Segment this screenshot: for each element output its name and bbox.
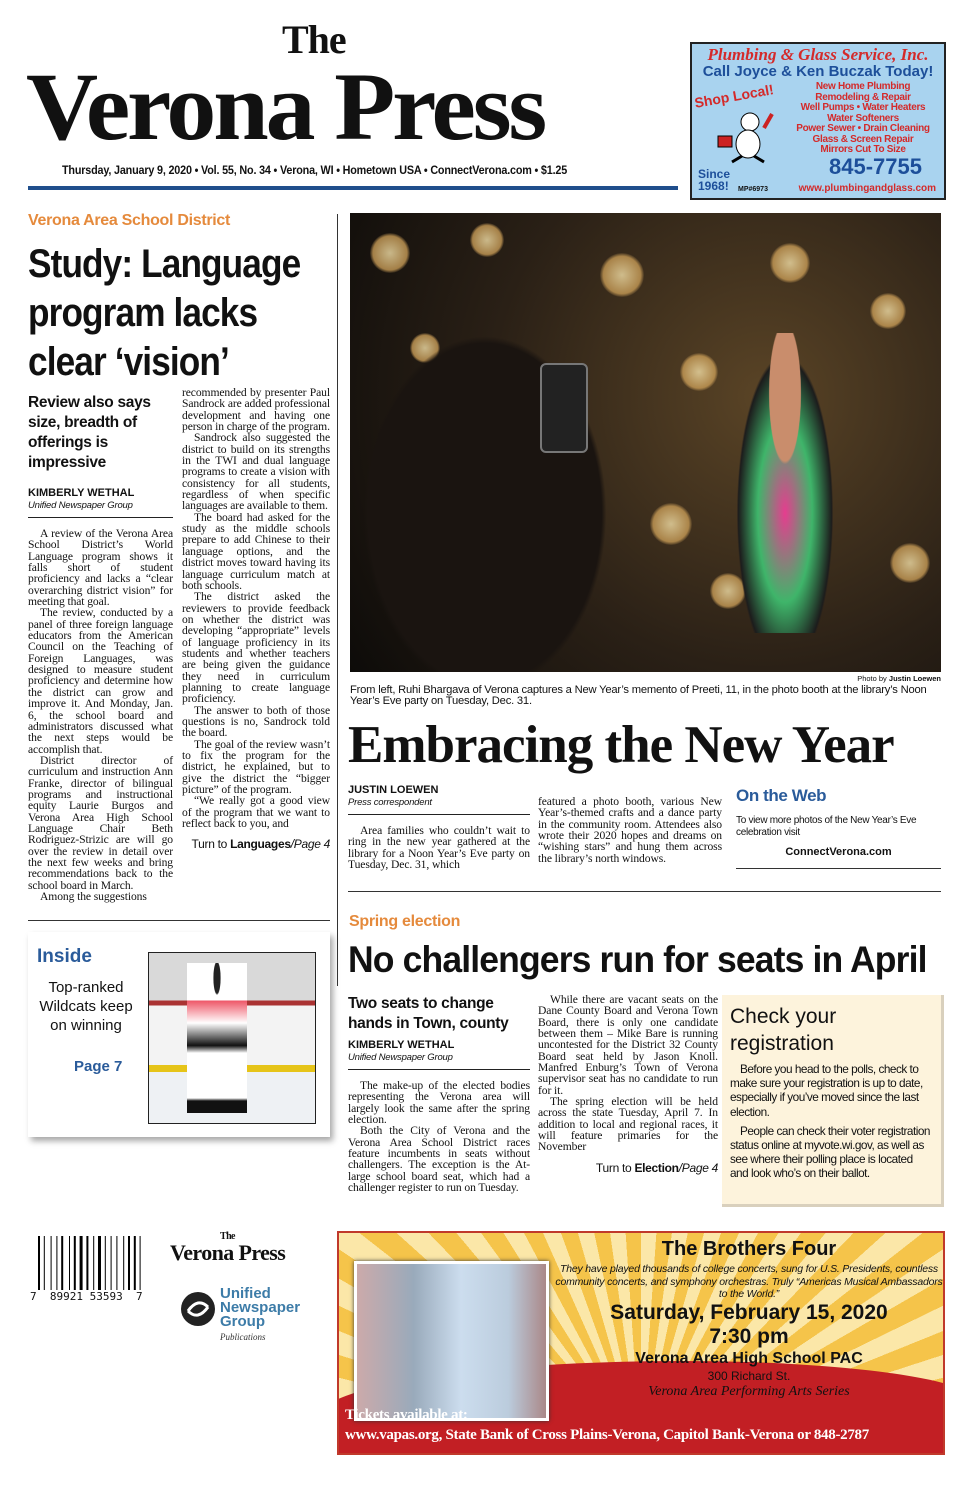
ad-service-item: New Home Plumbing xyxy=(815,81,911,92)
lead-byline-org: Unified Newspaper Group xyxy=(28,500,133,511)
ad-company: Plumbing & Glass Service, Inc. xyxy=(707,45,929,64)
paragraph: “We really got a good view of the program that we want to reflect back to you, and xyxy=(182,794,330,831)
on-the-web-title: On the Web xyxy=(736,786,827,805)
concert-blurb: They have played thousands of college concerts, sung for U.S. Presidents, countless community concerts, and symphony orchestras. Truly “Americas Musical Ambassadors to the World.” xyxy=(555,1263,943,1300)
paragraph: Among the suggestions xyxy=(40,890,147,903)
lead-byline-name: KIMBERLY WETHAL xyxy=(28,487,135,499)
inside-page-link[interactable]: Page 7 xyxy=(74,1058,123,1076)
ad-service-item: Well Pumps • Water Heaters xyxy=(800,102,926,113)
barcode-bar xyxy=(134,1236,136,1292)
inside-teaser-text: Top-ranked Wildcats keep on winning xyxy=(39,979,133,1035)
hockey-photo xyxy=(148,952,316,1124)
election-byline-org: Unified Newspaper Group xyxy=(348,1052,453,1063)
paragraph: The answer to both of those questions is no, Sandrock told the board. xyxy=(182,703,330,740)
masthead-the: The xyxy=(282,17,346,62)
barcode-bar xyxy=(140,1236,141,1292)
tickets-label: Tickets available at: xyxy=(345,1407,468,1423)
election-jump-link[interactable] xyxy=(538,1161,718,1175)
ung-name xyxy=(220,1287,310,1343)
barcode-bar xyxy=(51,1236,52,1292)
election-byline-name: KIMBERLY WETHAL xyxy=(348,1039,455,1051)
divider xyxy=(736,868,941,869)
paragraph: The district asked the reviewers to provide feedback on whether the district was developing “appropriate” levels of language proficiency in its students and whether teachers are being given the guidance they need in curriculum planning to create language proficiency. xyxy=(182,590,330,706)
election-column-right xyxy=(538,994,718,1175)
paragraph: While there are vacant seats on the Dane County Board and Verona Town Board, there is only one candidate between them – Mike Bare is running uncontested for the District 32 County Board seat held by Jason Knoll. Manfred Enburg’s Town of Verona supervisor seat has no candidate to run for it. xyxy=(538,993,718,1097)
barcode-bar xyxy=(61,1236,63,1292)
masthead-title: Verona Press xyxy=(26,53,545,160)
ad-website[interactable]: www.plumbingandglass.com xyxy=(798,183,936,194)
lead-column-right xyxy=(182,387,330,851)
election-column-2 xyxy=(538,994,718,1153)
masthead-rule xyxy=(28,186,678,190)
jump-prefix: Turn to xyxy=(595,1160,635,1175)
byline-divider xyxy=(28,517,173,518)
ung-swirl-icon xyxy=(180,1291,216,1327)
lead-columns xyxy=(28,387,330,902)
barcode-bar xyxy=(98,1236,101,1292)
ad-shop-local: Shop Local! xyxy=(693,81,775,111)
photo-column-left xyxy=(348,784,530,870)
byline-divider xyxy=(348,1069,530,1070)
barcode-bar xyxy=(128,1236,130,1292)
photo-byline-name: JUSTIN LOEWEN xyxy=(348,784,439,796)
ad-phone: 845-7755 xyxy=(829,154,922,179)
paragraph: The spring election will be held across the state Tuesday, April 7. In addition to local and regional races, it will feature primaries for the November xyxy=(538,1095,718,1154)
barcode-bar xyxy=(56,1236,57,1292)
lead-subhead: Review also says size, breadth of offerings is impressive xyxy=(28,394,151,471)
byline-divider xyxy=(348,814,530,815)
inside-title: Inside xyxy=(37,946,92,968)
ung-text: Unified Newspaper Group xyxy=(220,1285,301,1330)
ad-service-item: Remodeling & Repair xyxy=(815,91,911,103)
ad-service-item: Mirrors Cut To Size xyxy=(820,144,906,155)
tickets-where[interactable]: www.vapas.org, State Bank of Cross Plains-Verona, Capitol Bank-Verona or 848-2787 xyxy=(345,1427,869,1443)
paragraph: The board had asked for the study as the middle schools prepare to add Chinese to their language options, and the district moves toward having its language curriculum match at both schools. xyxy=(182,510,330,592)
concert-date: Saturday, February 15, 2020 xyxy=(610,1301,888,1324)
lead-column-2 xyxy=(182,387,330,829)
paragraph: Area families who couldn’t wait to ring in the new year gathered at the library for a Noon Year’s Eve party on Tuesday, Dec. 31, which xyxy=(348,824,530,872)
concert-venue: Verona Area High School PAC xyxy=(635,1350,863,1367)
paragraph: Sandrock also suggested the district to build on its strengths in the TWI and dual language programs to create a vision with consistency for all students, regardless of when specific languages are available to them. xyxy=(182,431,330,513)
election-column-left xyxy=(348,994,530,1193)
barcode-bar xyxy=(105,1236,106,1292)
brothers-four-photo xyxy=(354,1261,549,1421)
photo-byline-org: Press correspondent xyxy=(348,797,432,808)
credit-name: Justin Loewen xyxy=(888,674,941,683)
photo-caption: From left, Ruhi Bhargava of Verona captures a New Year’s memento of Preeti, 11, in the photo booth at the library’s Noon Year’s Eve party on Tuesday, Dec. 31. xyxy=(350,684,927,707)
unified-newspaper-group-logo xyxy=(180,1285,325,1342)
barcode-bar xyxy=(44,1236,45,1292)
jump-section: Election xyxy=(634,1160,679,1175)
dateline: Thursday, January 9, 2020 • Vol. 55, No. 34 • Verona, WI • Hometown USA • ConnectVerona.com • $1.25 xyxy=(62,163,568,177)
concert-address: 300 Richard St. xyxy=(707,1369,791,1383)
barcode-bar xyxy=(111,1236,112,1292)
photo-headline[interactable]: Embracing the New Year xyxy=(348,716,894,774)
barcode-bar xyxy=(123,1236,124,1292)
paragraph: Both the City of Verona and the Verona Area School District races feature incumbents in seats without challengers. The exception is the At-large school board seat, which had a challenger register to run on Tuesday. xyxy=(348,1124,530,1195)
election-headline[interactable]: No challengers run for seats in April xyxy=(348,939,927,980)
verona-press-logo xyxy=(170,1231,286,1266)
barcode-bar xyxy=(86,1236,88,1292)
ad-license: MP#6973 xyxy=(738,186,768,193)
ad-service-item: Power Sewer • Drain Cleaning xyxy=(796,123,930,134)
photo-column-2 xyxy=(538,796,722,864)
left-column xyxy=(28,211,330,1137)
section-divider xyxy=(348,891,941,892)
paragraph: The make-up of the elected bodies representing the Verona area will largely look the same after the spring election. xyxy=(348,1079,530,1127)
ad-service-item: Water Softeners xyxy=(827,112,899,124)
paragraph: recommended by presenter Paul Sandrock are added professional development and having one person in charge of the program. xyxy=(182,386,330,434)
election-column-1 xyxy=(348,1080,530,1193)
paragraph: The goal of the review wasn’t to fix the program for the district, he explained, but to give the district the “bigger picture” of the program. xyxy=(182,737,330,797)
barcode-digits: 7 89921 53593 7 xyxy=(30,1290,152,1303)
jump-prefix: Turn to xyxy=(191,837,231,852)
barcode-bar xyxy=(116,1236,117,1292)
inside-teaser[interactable] xyxy=(28,932,330,1137)
barcode-bar xyxy=(69,1236,70,1292)
credit-prefix: Photo by xyxy=(857,674,889,683)
ad-call: Call Joyce & Ken Buczak Today! xyxy=(702,63,934,80)
lead-jump-link[interactable] xyxy=(182,837,330,851)
barcode-bar xyxy=(74,1236,76,1292)
paragraph: featured a photo booth, various New Year’s-themed crafts and a dance party in the community room. Attendees also wrote their 2020 hopes and dreams on “wishing stars” and hung them across the library’s north windows. xyxy=(538,795,722,865)
ad-service-item: Glass & Screen Repair xyxy=(812,133,914,145)
on-the-web-text: To view more photos of the New Year’s Eve celebration visit xyxy=(736,815,917,838)
election-columns xyxy=(348,994,718,1193)
jump-section: Languages xyxy=(230,837,291,852)
paragraph: People can check their voter registration status online at myvote.wi.gov, as well as see where their polling place is located and look who’s on their ballot. xyxy=(730,1123,930,1181)
plumbing-ad[interactable] xyxy=(690,42,946,200)
election-kicker: Spring election xyxy=(349,913,461,930)
tickets-info xyxy=(345,1405,869,1445)
ad-since: Since 1968! xyxy=(698,167,731,193)
jump-page: /Page 4 xyxy=(290,837,330,852)
concert-series: Verona Area Performing Arts Series xyxy=(648,1384,850,1399)
lead-column-left xyxy=(28,387,173,902)
plumber-mascot-icon xyxy=(714,108,778,164)
election-subhead: Two seats to change hands in Town, county xyxy=(348,995,509,1032)
lead-headline[interactable]: Study: Language program lacks clear ‘vision’ xyxy=(28,242,301,384)
logo-the: The xyxy=(220,1231,235,1242)
photo-credit xyxy=(350,675,941,683)
lead-kicker: Verona Area School District xyxy=(28,212,231,229)
barcode-bar xyxy=(93,1236,94,1292)
registration-text xyxy=(730,1062,933,1181)
paragraph: District director of curriculum and instruction Ann Franke, director of bilingual programs and instructional equity Laurie Burgos and Verona Area High School Language Chair Beth Rodriguez-Strizic are will go over the review in detail over the next few weeks and bring recommendations back to the school board in March. xyxy=(28,753,173,892)
photo-column-1 xyxy=(348,825,530,870)
paragraph: A review of the Verona Area School District’s World Language program shows it falls short of student proficiency and lacks a “clear overarching district vision” for meeting that goal. xyxy=(28,527,173,609)
check-registration-box xyxy=(722,995,944,1207)
ad-services xyxy=(788,82,938,156)
paragraph: Before you head to the polls, check to make sure your registration is up to date, especially if you’ve moved since the last election. xyxy=(730,1062,923,1119)
barcode-bar xyxy=(80,1236,83,1292)
ung-sub: Publications xyxy=(220,1332,266,1342)
jump-page: /Page 4 xyxy=(678,1160,718,1175)
new-year-photo[interactable] xyxy=(350,213,941,672)
concert-time: 7:30 pm xyxy=(709,1325,789,1348)
lead-column-1 xyxy=(28,528,173,902)
photo-columns xyxy=(348,784,722,870)
concert-title: The Brothers Four xyxy=(661,1238,837,1260)
logo-title: Verona Press xyxy=(170,1240,286,1265)
on-the-web-link[interactable]: ConnectVerona.com xyxy=(785,846,892,858)
column-divider xyxy=(337,214,338,986)
divider xyxy=(28,920,330,921)
barcode-bar xyxy=(38,1236,40,1292)
paragraph: The review, conducted by a panel of three foreign language educators from the American Council on the Teaching of Foreign Languages, was designed to measure student proficiency and determine how the district can grow and improve it. And Monday, Jan. 6, the school board and administrators discussed what the next steps would be accomplish that. xyxy=(28,606,173,756)
on-the-web-box xyxy=(736,786,941,869)
concert-ad[interactable] xyxy=(337,1231,945,1455)
registration-title: Check your registration xyxy=(730,1005,837,1055)
